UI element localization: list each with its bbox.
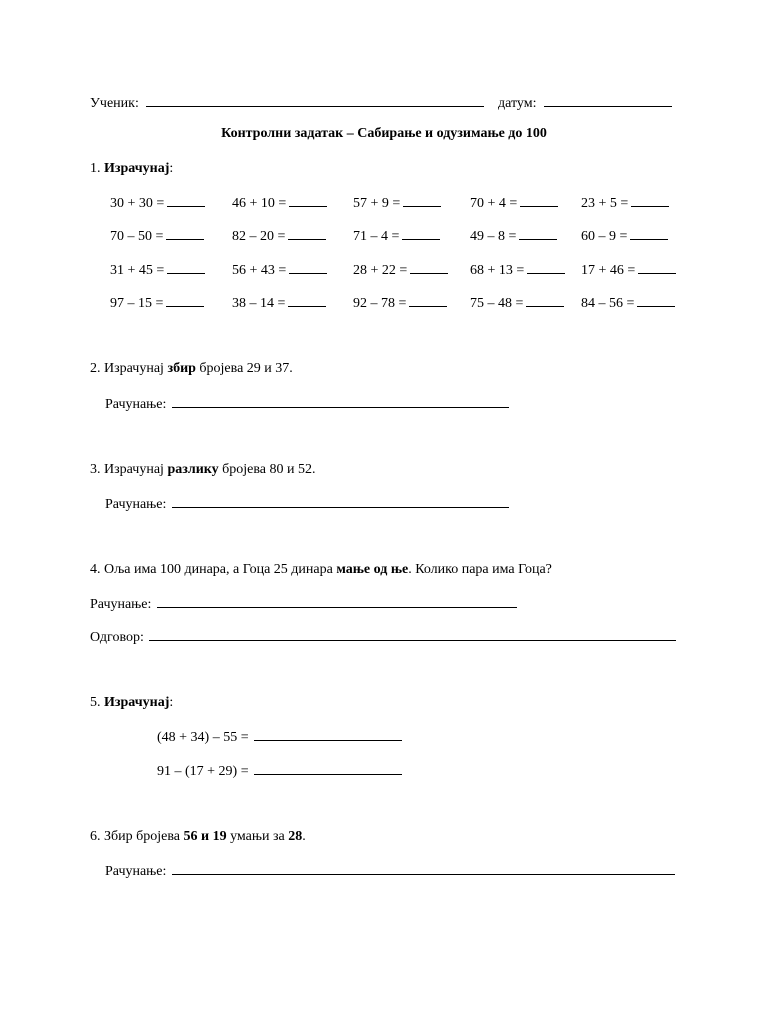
task1-problem [470,261,565,279]
task3-bold: разлику [167,462,219,477]
task3-suffix: бројева 80 и 52. [218,462,316,477]
task1-instruction: Израчунај [104,161,170,176]
task1-answer-field[interactable] [289,194,327,207]
student-label: Ученик: [90,96,139,111]
task4-suffix: . Колико пара има Гоца? [408,562,552,577]
task1-expression: 31 + 45 = [110,263,165,278]
date-field[interactable] [544,94,672,107]
task1-number: 1. [90,161,101,176]
task1-expression: 70 – 50 = [110,229,164,244]
task1-problem [581,227,668,245]
task1-answer-field[interactable] [638,261,676,274]
student-name-field[interactable] [146,94,484,107]
task5-number: 5. [90,695,101,710]
task1-answer-field[interactable] [166,294,204,307]
task1-problem [353,194,441,212]
task1-problem [110,294,204,312]
task1-expression: 30 + 30 = [110,196,165,211]
task4-answer-line [90,628,676,646]
task4-question [90,562,552,578]
task1-heading [90,161,173,177]
task1-answer-field[interactable] [289,261,327,274]
task1-problem [232,294,326,312]
task1-problem [232,227,326,245]
task1-problem [232,194,327,212]
task1-answer-field[interactable] [166,227,204,240]
task1-answer-field[interactable] [630,227,668,240]
task1-expression: 82 – 20 = [232,229,286,244]
task3-prefix: 3. Израчунај [90,462,168,477]
task1-answer-field[interactable] [520,194,558,207]
task1-answer-field[interactable] [403,194,441,207]
task6-middle: умањи за [226,829,289,844]
task1-answer-field[interactable] [409,294,447,307]
task2-calc-field[interactable] [172,395,509,408]
task1-problem [110,227,204,245]
task1-answer-field[interactable] [519,227,557,240]
task1-problem [232,261,327,279]
task1-problem [353,294,447,312]
task4-answer-label: Одговор: [90,630,144,645]
task5-expr2: 91 – (17 + 29) = [157,764,249,779]
task1-expression: 28 + 22 = [353,263,408,278]
task1-problem [581,261,676,279]
task1-problem [470,194,558,212]
task6-calc-label: Рачунање: [105,864,167,879]
task1-answer-field[interactable] [402,227,440,240]
task4-calc-field[interactable] [157,595,517,608]
page-title: Контролни задатак – Сабирање и одузимање до 100 [221,126,547,141]
task1-expression: 70 + 4 = [470,196,518,211]
task2-question [90,361,293,377]
task1-expression: 84 – 56 = [581,296,635,311]
task2-calc-line [105,395,509,413]
task1-expression: 38 – 14 = [232,296,286,311]
task5-heading [90,695,173,711]
task2-prefix: 2. Израчунај [90,361,168,376]
task1-problem [470,294,564,312]
task1-answer-field[interactable] [637,294,675,307]
task2-calc-label: Рачунање: [105,397,167,412]
task1-answer-field[interactable] [410,261,448,274]
task1-expression: 60 – 9 = [581,229,628,244]
task5-expr1-line [157,728,402,746]
task5-expr1: (48 + 34) – 55 = [157,730,249,745]
task1-answer-field[interactable] [631,194,669,207]
task4-calc-line [90,595,517,613]
task6-calc-line [105,862,675,880]
task3-calc-label: Рачунање: [105,497,167,512]
task4-answer-field[interactable] [149,628,676,641]
task6-bold2: 28 [288,829,303,844]
task1-expression: 23 + 5 = [581,196,629,211]
task2-bold: збир [167,361,196,376]
task1-expression: 97 – 15 = [110,296,164,311]
task1-problem [581,194,669,212]
task1-expression: 57 + 9 = [353,196,401,211]
task1-answer-field[interactable] [288,294,326,307]
task6-prefix: 6. Збир бројева [90,829,184,844]
task5-instruction: Израчунај [104,695,170,710]
student-line [90,94,484,112]
task6-question [90,829,306,845]
task1-answer-field[interactable] [288,227,326,240]
task1-answer-field[interactable] [527,261,565,274]
task1-expression: 71 – 4 = [353,229,400,244]
task2-suffix: бројева 29 и 37. [195,361,293,376]
task5-expr2-field[interactable] [254,762,402,775]
task1-answer-field[interactable] [167,261,205,274]
task3-calc-field[interactable] [172,495,509,508]
task1-problem [581,294,675,312]
task6-calc-field[interactable] [172,862,675,875]
task1-expression: 75 – 48 = [470,296,524,311]
task5-expr2-line [157,762,402,780]
task1-answer-field[interactable] [167,194,205,207]
task1-problem [353,227,440,245]
task1-expression: 56 + 43 = [232,263,287,278]
date-label: датум: [498,96,537,111]
date-line [498,94,672,112]
task4-bold: мање од ње [336,562,409,577]
task4-calc-label: Рачунање: [90,597,152,612]
task3-question [90,462,316,478]
task1-problem [110,261,205,279]
task3-calc-line [105,495,509,513]
task6-bold1: 56 и 19 [183,829,227,844]
task6-suffix: . [302,829,306,844]
task1-problem [110,194,205,212]
task1-problem [470,227,557,245]
task1-expression: 49 – 8 = [470,229,517,244]
task4-prefix: 4. Оља има 100 динара, а Гоца 25 динара [90,562,337,577]
task1-problem [353,261,448,279]
task1-expression: 46 + 10 = [232,196,287,211]
task1-answer-field[interactable] [526,294,564,307]
task1-expression: 68 + 13 = [470,263,525,278]
task1-colon: : [169,161,174,176]
task1-expression: 92 – 78 = [353,296,407,311]
task5-colon: : [169,695,174,710]
task1-expression: 17 + 46 = [581,263,636,278]
task5-expr1-field[interactable] [254,728,402,741]
